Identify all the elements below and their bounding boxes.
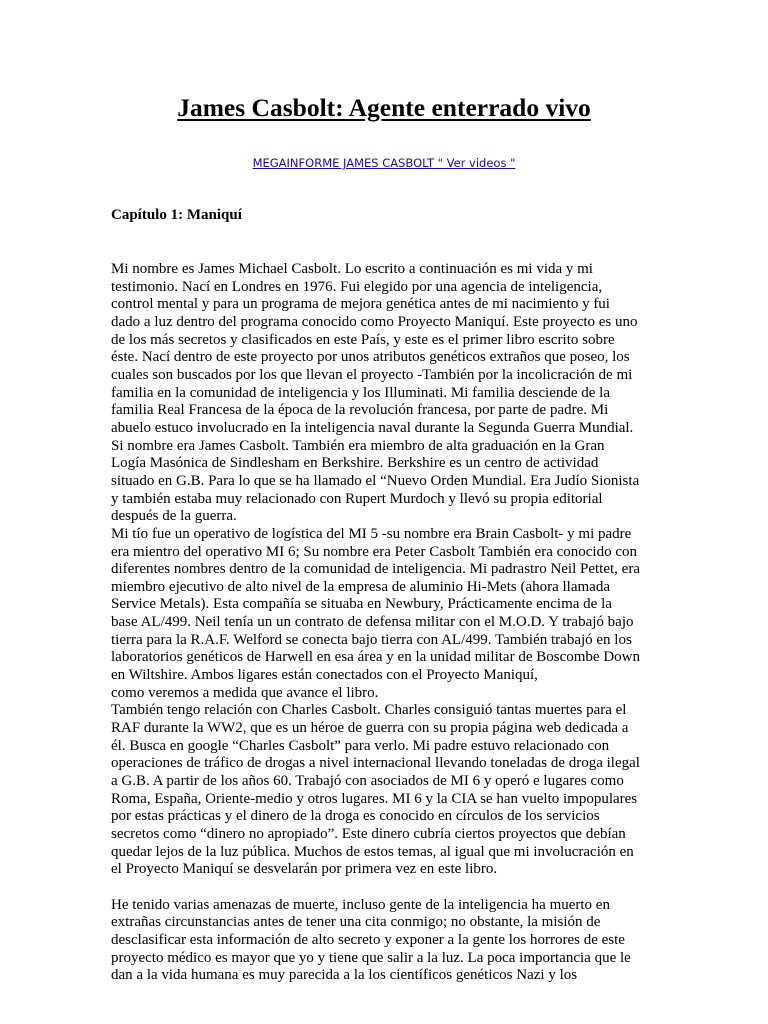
text-line: proyecto médico es mayor que yo y tiene que salir a la luz. La poca importancia que le bbox=[111, 949, 631, 966]
text-line: situado en G.B. Para lo que se ha llamado el “Nuevo Orden Mundial. Era Judío Sionista bbox=[111, 472, 640, 489]
text-line: También tengo relación con Charles Casbolt. Charles consiguió tantas muertes para el bbox=[111, 702, 627, 719]
text-line: dan a la vida humana es muy parecida a la los científicos genéticos Nazi y los bbox=[111, 967, 578, 984]
document-title: James Casbolt: Agente enterrado vivo bbox=[177, 93, 591, 122]
text-line: dado a luz dentro del programa conocido como Proyecto Maniquí. Este proyecto es uno bbox=[111, 313, 638, 330]
text-line: Logía Masónica de Sindlesham en Berkshire. Berkshire es un centro de actividad bbox=[111, 455, 599, 472]
text-line: base AL/499. Neil tenía un un contrato de defensa militar con el M.O.D. Y trabajó bajo bbox=[111, 614, 634, 631]
paragraph-gap bbox=[111, 879, 671, 897]
text-line: en Wiltshire. Ambos ligares están conectados con el Proyecto Maniquí, bbox=[111, 667, 538, 684]
text-line: desclasificar esta información de alto secreto y exponer a la gente los horrores de este bbox=[111, 931, 625, 948]
text-line: extrañas circunstancias antes de tener una cita conmigo; no obstante, la misión de bbox=[111, 914, 601, 931]
text-line: y también estaba muy relacionado con Rupert Murdoch y llevó su propia editorial bbox=[111, 490, 603, 507]
text-line: He tenido varias amenazas de muerte, incluso gente de la inteligencia ha muerto en bbox=[111, 896, 610, 913]
text-line: como veremos a medida que avance el libro. bbox=[111, 684, 379, 701]
text-line: testimonio. Nací en Londres en 1976. Fui elegido por una agencia de inteligencia, bbox=[111, 278, 603, 295]
text-line: Mi tío fue un operativo de logística del MI 5 -su nombre era Brain Casbolt- y mi padre bbox=[111, 525, 632, 542]
text-line: Roma, España, Oriente-medio y otros lugares. MI 6 y la CIA se han vuelto impopulares bbox=[111, 790, 638, 807]
video-link[interactable]: MEGAINFORME JAMES CASBOLT " Ver videos " bbox=[252, 156, 516, 170]
text-line: abuelo estuco involucrado en la inteligencia naval durante la Segunda Guerra Mundial. bbox=[111, 419, 634, 436]
text-line: por estas prácticas y el dinero de la droga es conocido en círculos de los servicios bbox=[111, 808, 600, 825]
text-line: a G.B. A partir de los años 60. Trabajó con asociados de MI 6 y operó e lugares como bbox=[111, 773, 624, 790]
text-line: miembro ejecutivo de alto nivel de la empresa de aluminio Hi-Mets (ahora llamada bbox=[111, 578, 610, 595]
text-line: cuales son buscados por los que llevan el proyecto -También por la incolicración de mi bbox=[111, 366, 633, 383]
text-line: familia en la comunidad de inteligencia y los Illuminati. Mi familia desciende de la bbox=[111, 384, 611, 401]
text-line: operaciones de tráfico de drogas a nivel internacional llevando toneladas de droga ilegal bbox=[111, 755, 640, 772]
text-line: familia Real Francesa de la época de la revolución francesa, por parte de padre. Mi bbox=[111, 402, 609, 419]
paragraph-1 bbox=[111, 261, 671, 879]
text-line: él. Busca en google “Charles Casbolt” para verlo. Mi padre estuvo relacionado con bbox=[111, 737, 610, 754]
text-line: control mental y para un programa de mejora genética antes de mi nacimiento y fui bbox=[111, 296, 610, 313]
text-line: Service Metals). Esta compañía se situaba en Newbury, Prácticamente encima de la bbox=[111, 596, 612, 613]
text-line: tierra para la R.A.F. Welford se conecta bajo tierra con AL/499. También trabajó en los bbox=[111, 631, 632, 648]
text-line: laboratorios genéticos de Harwell en esa área y en la unidad militar de Boscombe Down bbox=[111, 649, 640, 666]
text-line: Mi nombre es James Michael Casbolt. Lo escrito a continuación es mi vida y mi bbox=[111, 261, 593, 277]
text-line: el Proyecto Maniquí se desvelarán por primera vez en este libro. bbox=[111, 861, 498, 878]
text-line: diferentes nombres dentro de la comunidad de inteligencia. Mi padrastro Neil Pettet, era bbox=[111, 561, 640, 578]
text-line: secretos como “dinero no apropiado”. Este dinero cubría ciertos proyectos que debían bbox=[111, 826, 626, 842]
chapter-heading: Capítulo 1: Maniquí bbox=[111, 207, 242, 223]
body-text bbox=[111, 261, 671, 985]
paragraph-2 bbox=[111, 897, 671, 985]
text-line: después de la guerra. bbox=[111, 508, 237, 525]
text-line: de los más secretos y clasificados en este País, y este es el primer libro escrito sobre bbox=[111, 331, 615, 348]
text-line: era mientro del operativo MI 6; Su nombre era Peter Casbolt También era conocido con bbox=[111, 543, 638, 560]
text-line: quedar lejos de la luz pública. Muchos de estos temas, al igual que mi involucración en bbox=[111, 843, 634, 860]
text-line: éste. Nací dentro de este proyecto por unos atributos genéticos extraños que poseo, los bbox=[111, 349, 630, 366]
text-line: RAF durante la WW2, que es un héroe de guerra con su propia página web dedicada a bbox=[111, 720, 629, 737]
text-line: Si nombre era James Casbolt. También era miembro de alta graduación en la Gran bbox=[111, 437, 605, 454]
